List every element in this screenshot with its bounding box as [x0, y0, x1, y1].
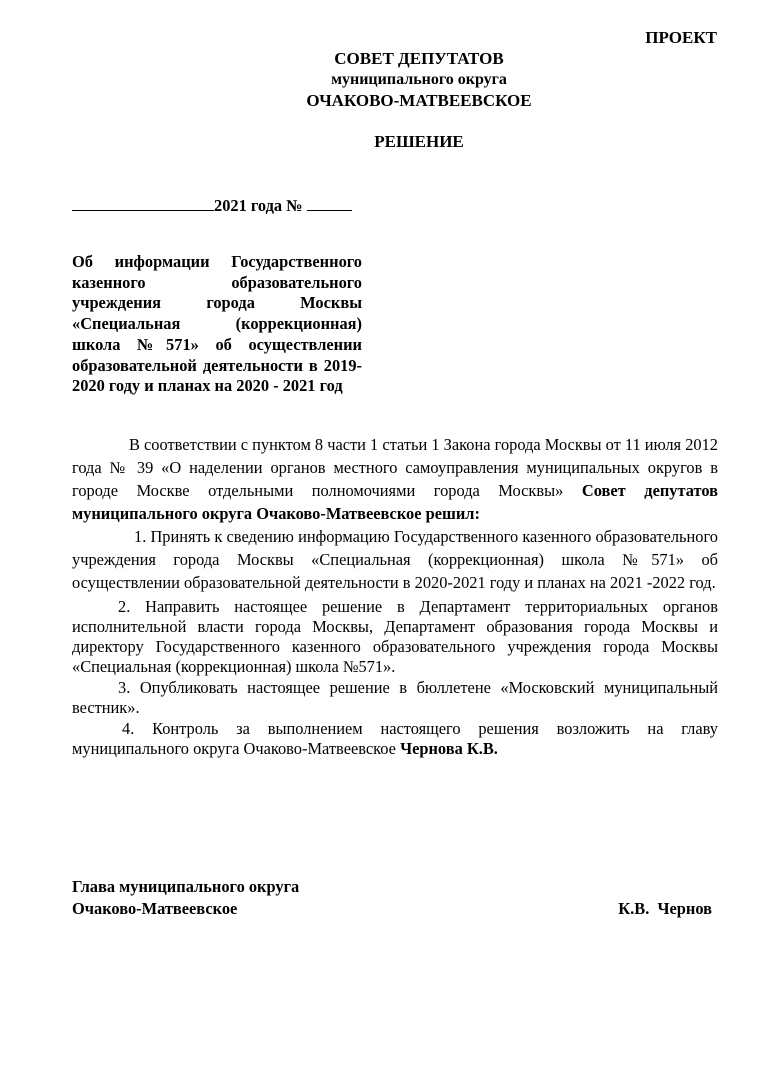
decision-title: РЕШЕНИЕ	[374, 132, 464, 151]
document-body	[72, 433, 718, 759]
district-name: ОЧАКОВО-МАТВЕЕВСКОЕ	[306, 91, 532, 110]
item-text: 4. Контроль за выполнением настоящего решения возложить на главу муниципального округа Очаково-Матвеевское	[72, 719, 718, 758]
signature-row-2	[72, 898, 712, 920]
year-number-label: 2021 года №	[214, 196, 303, 215]
decision-item-2	[72, 597, 718, 677]
number-blank	[307, 195, 352, 211]
municipal-district-label: муниципального округа	[331, 71, 507, 88]
decision-subject: Об информации Государственного казенного образовательного учреждения города Москвы «Специальная (коррекционная) школа №571» об осуществлении образовательной деятельности в 2019-2020 году и планах на 2020 - 2021 год	[72, 252, 362, 396]
signature-row-1	[72, 876, 712, 898]
preamble-text: В соответствии с пунктом 8 части 1 статьи 1 Закона города Москвы от 11 июля 2012 года № 39 «О наделении органов местного самоуправления муниципальных округов в городе Москве отдельными полномочиями города Москвы»	[72, 435, 718, 500]
signature-position-line-1: Глава муниципального округа	[72, 877, 300, 896]
item-text: 2. Направить настоящее решение в Департамент территориальных органов исполнительной власти города Москвы, Департамент образования города Москвы и директору Государственного казенного образовательного учреждения города Москвы «Специальная (коррекционная) школа №571».	[72, 597, 718, 676]
decision-item-1	[72, 525, 718, 594]
decision-item-4	[72, 719, 718, 759]
preamble-paragraph	[72, 433, 718, 525]
signature-block	[72, 876, 712, 919]
preamble-bold-text: Совет депутатов муниципального округа Очаково-Матвеевское решил:	[72, 481, 718, 523]
decision-item-3	[72, 678, 718, 718]
signatory-name: К.В. Чернов	[618, 898, 712, 918]
document-header	[0, 48, 762, 112]
council-name: СОВЕТ ДЕПУТАТОВ	[334, 49, 504, 68]
item-text: 1. Принять к сведению информацию Государственного казенного образовательного учреждения города Москвы «Специальная (коррекционная) школа №571» об осуществлении образовательной деятельности в 2020-2021 году и планах на 2021 -2022 год.	[72, 527, 718, 592]
project-status-label: ПРОЕКТ	[645, 28, 717, 47]
signature-position-line-2: Очаково-Матвеевское	[72, 898, 238, 918]
item-text: 3. Опубликовать настоящее решение в бюллетене «Московский муниципальный вестник».	[72, 678, 718, 717]
date-blank	[72, 195, 214, 211]
date-number-line	[72, 195, 352, 216]
item-bold-text: Чернова К.В.	[400, 739, 498, 758]
